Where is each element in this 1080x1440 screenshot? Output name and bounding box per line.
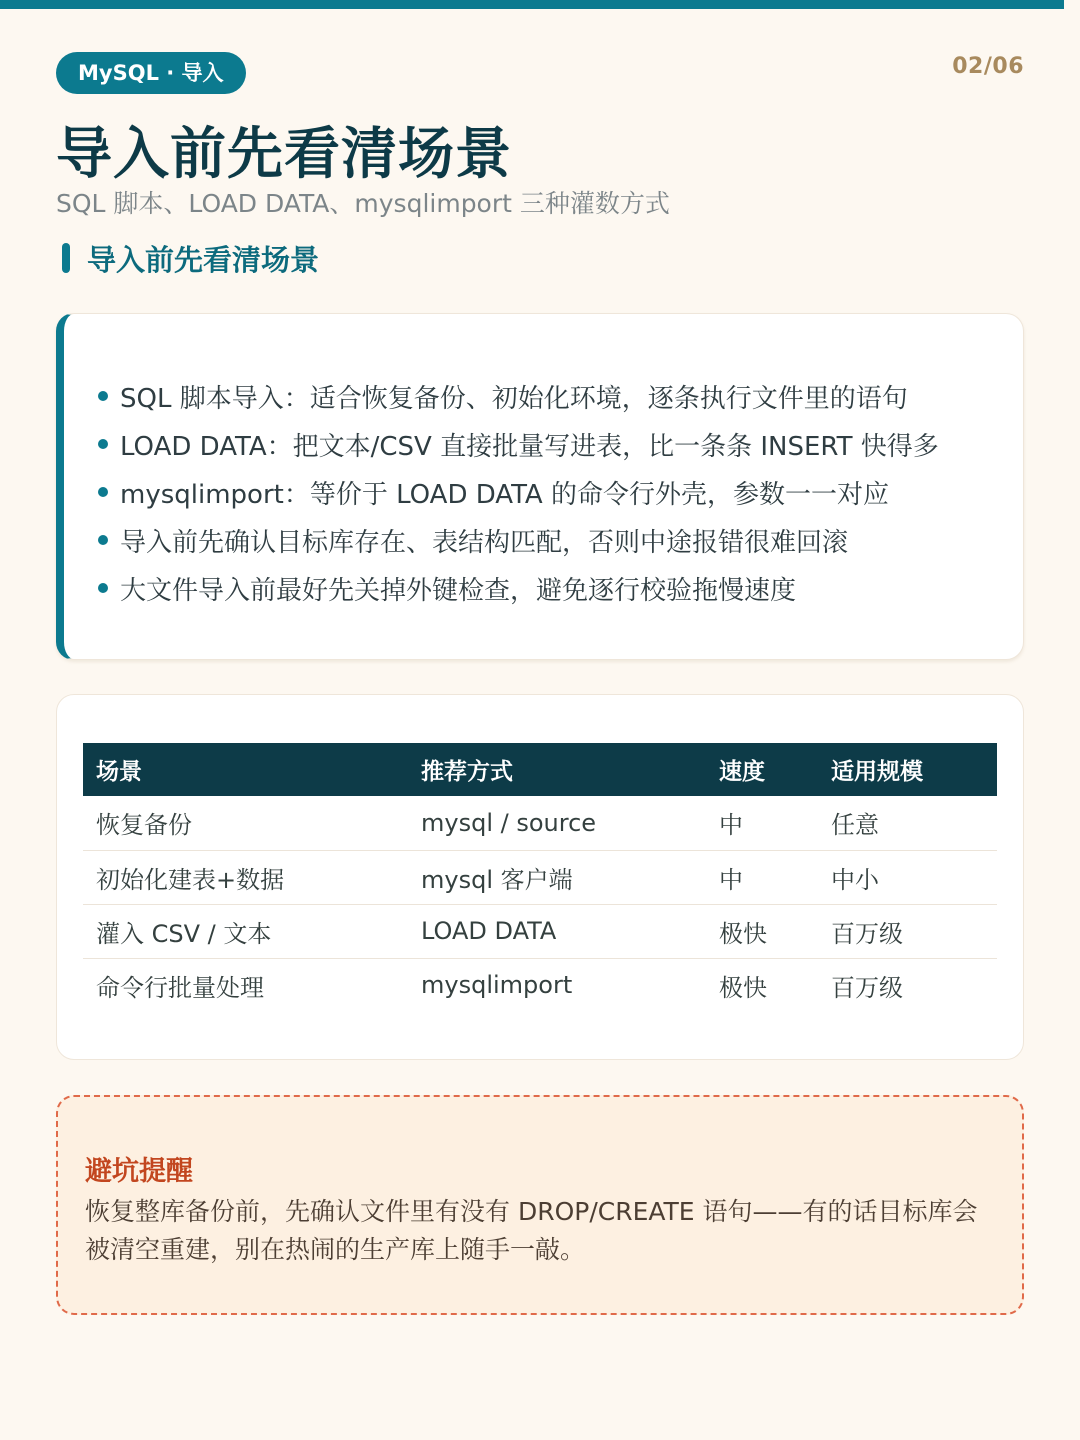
topic-tag: MySQL · 导入 <box>56 52 246 94</box>
table-cell: 百万级 <box>831 973 903 1002</box>
table-cell: 极快 <box>706 904 818 958</box>
bullet-icon <box>98 439 108 449</box>
list-item <box>98 516 939 564</box>
column-header-scale: 适用规模 <box>818 743 997 796</box>
table-row <box>83 904 997 958</box>
table-cell: 任意 <box>818 796 997 850</box>
column-header-speed: 速度 <box>706 743 818 796</box>
table-cell: 恢复备份 <box>83 796 408 850</box>
top-accent-bar <box>0 0 1064 9</box>
bullet-icon <box>98 487 108 497</box>
table-cell: 百万级 <box>818 904 997 958</box>
page-title: 导入前先看清场景 <box>56 122 512 187</box>
list-item-text: LOAD DATA：把文本/CSV 直接批量写进表，比一条条 INSERT 快得多 <box>120 431 939 462</box>
table-cell: mysqlimport <box>421 971 573 1000</box>
comparison-table-card <box>56 694 1024 1060</box>
table-cell: 中 <box>706 796 818 850</box>
table-cell: LOAD DATA <box>408 904 706 958</box>
table-cell: 命令行批量处理 <box>96 973 264 1002</box>
page-subtitle: SQL 脚本、LOAD DATA、mysqlimport 三种灌数方式 <box>56 189 670 218</box>
column-header-method: 推荐方式 <box>408 743 706 796</box>
table-row <box>83 850 997 904</box>
list-item <box>98 564 939 612</box>
list-item-text: 大文件导入前最好先关掉外键检查，避免逐行校验拖慢速度 <box>120 575 797 606</box>
comparison-table <box>83 743 997 1012</box>
column-header-scene: 场景 <box>83 743 408 796</box>
table-header-row <box>83 743 997 796</box>
list-item-text: mysqlimport：等价于 LOAD DATA 的命令行外壳，参数一一对应 <box>120 479 889 510</box>
table-cell: 极快 <box>719 973 767 1002</box>
table-row <box>83 958 997 1012</box>
key-points-list <box>98 372 939 612</box>
table-cell: 中小 <box>818 850 997 904</box>
section-heading <box>62 240 319 276</box>
list-item <box>98 420 939 468</box>
section-title: 导入前先看清场景 <box>87 242 320 277</box>
bullet-icon <box>98 391 108 401</box>
table-row <box>83 796 997 850</box>
table-cell: 灌入 CSV / 文本 <box>83 904 408 958</box>
warning-callout <box>56 1095 1024 1315</box>
warning-body: 恢复整库备份前，先确认文件里有没有 DROP/CREATE 语句——有的话目标库会被清空重建，别在热闹的生产库上随手一敲。 <box>85 1197 978 1264</box>
table-cell: 中 <box>706 850 818 904</box>
warning-title: 避坑提醒 <box>85 1156 193 1187</box>
page-number: 02/06 <box>952 54 1024 79</box>
table-cell: 初始化建表+数据 <box>83 850 408 904</box>
key-points-card <box>56 313 1024 660</box>
table-cell: mysql 客户端 <box>408 850 706 904</box>
list-item-text: SQL 脚本导入：适合恢复备份、初始化环境，逐条执行文件里的语句 <box>120 383 908 414</box>
list-item <box>98 468 939 516</box>
list-item-text: 导入前先确认目标库存在、表结构匹配，否则中途报错很难回滚 <box>120 527 849 558</box>
bullet-icon <box>98 583 108 593</box>
section-marker <box>62 243 70 273</box>
table-cell: mysql / source <box>408 796 706 850</box>
bullet-icon <box>98 535 108 545</box>
list-item <box>98 372 939 420</box>
